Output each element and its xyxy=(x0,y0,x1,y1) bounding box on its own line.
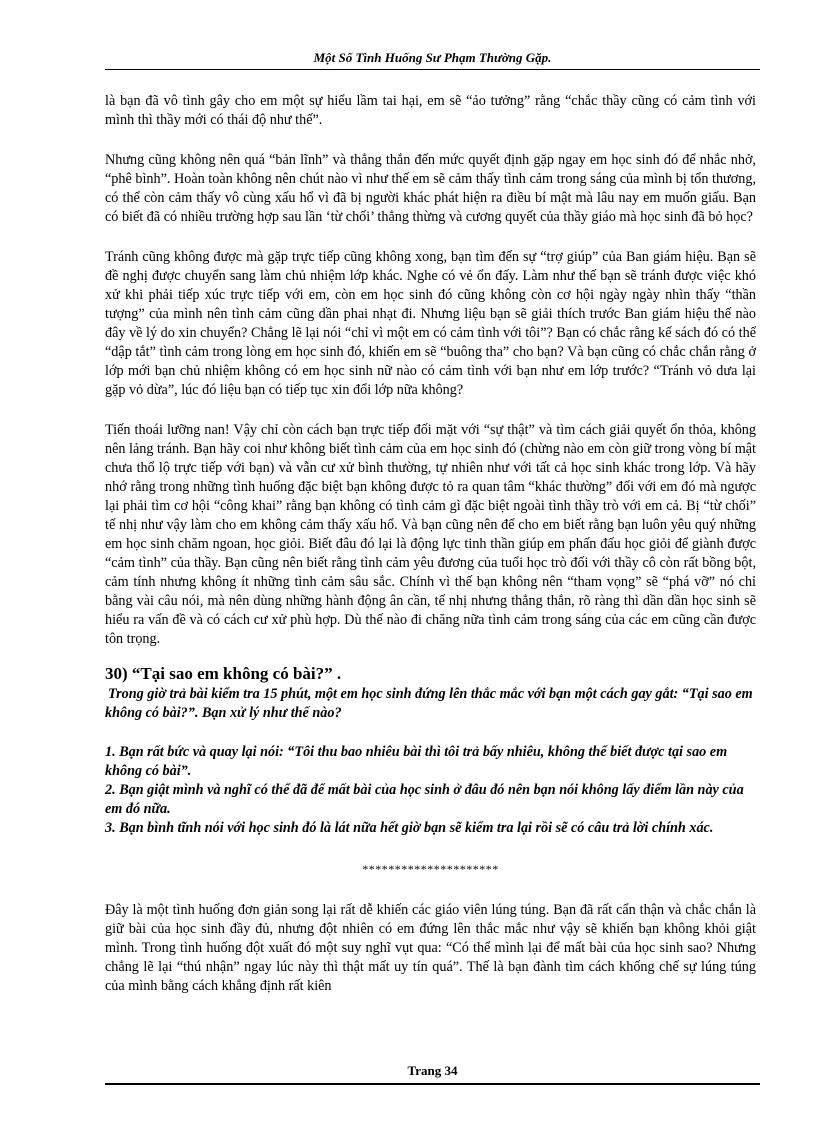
paragraph: Tránh cũng không được mà gặp trực tiếp cũng không xong, bạn tìm đến sự “trợ giúp” của Ban giám hiệu. Bạn sẽ đề nghị được chuyển sang làm chủ nhiệm lớp khác. Nghe có vẻ ổn đấy. Làm như thế bạn sẽ tránh được việc khó xử khi phải tiếp xúc trực tiếp với em, còn em học sinh đó cũng không còn cơ hội ngày ngày nhìn thấy “thần tượng” của mình nên tình cảm cũng dần phai nhạt đi. Nhưng liệu bạn sẽ giải thích trước Ban giám hiệu thế nào đây về lý do xin chuyển? Chẳng lẽ lại nói “chỉ vì một em có cảm tình với tôi”? Bạn có chắc rằng kế sách đó có thể “dập tắt” tình cảm trong lòng em học sinh đó, khiến em sẽ “buông tha” cho bạn? Và bạn cũng có chắc chắn rằng ở lớp mới bạn chủ nhiệm không có em học sinh nữ nào có cảm tình với bạn như em lớp trước? “Tránh vỏ dưa lại gặp vỏ dừa”, lúc đó liệu bạn có tiếp tục xin đổi lớp nữa không? xyxy=(105,249,756,398)
paragraph: Nhưng cũng không nên quá “bản lĩnh” và thẳng thắn đến mức quyết định gặp ngay em học sinh đó để nhắc nhở, “phê bình”. Hoàn toàn không nên chút nào vì như thế em sẽ cảm thấy tình cảm trong sáng của mình bị tổn thương, có thể còn cảm thấy vô cùng xấu hổ vì đã bị người khác phát hiện ra điều bí mật mà lâu nay em muốn giấu. Bạn có biết đã có nhiều trường hợp sau lần ‘từ chối’ thẳng thừng và cương quyết của thầy giáo mà học sinh đã bỏ học? xyxy=(105,152,756,225)
answer-option: 2. Bạn giật mình và nghĩ có thể đã để mất bài của học sinh ở đâu đó nên bạn nói không lấy điểm lần này của em đó nữa. xyxy=(105,782,744,817)
section-separator: ********************* xyxy=(362,862,499,876)
header-rule xyxy=(105,69,760,70)
page-header-title: Một Số Tình Huống Sư Phạm Thường Gặp. xyxy=(313,50,552,65)
footer-rule xyxy=(105,1083,760,1085)
section-heading: 30) “Tại sao em không có bài?” . xyxy=(105,664,342,683)
page-number: Trang 34 xyxy=(407,1063,458,1078)
paragraph: Đây là một tình huống đơn giản song lại rất dễ khiến các giáo viên lúng túng. Bạn đã rất cẩn thận và chắc chắn là giữ bài của học sinh đầy đủ, nhưng đột nhiên có em đứng lên thắc mắc như vậy sẽ khiến bạn không khỏi giật mình. Trong tình huống đột xuất đó một suy nghĩ vụt qua: “Có thể mình lại để mất bài của học sinh sao? Nhưng chẳng lẽ lại “thú nhận” ngay lúc này thì thật mất uy tín quá”. Thế là bạn đành tìm cách khống chế sự lúng túng của mình bằng cách khẳng định rất kiên xyxy=(105,902,756,994)
answer-option: 3. Bạn bình tĩnh nói với học sinh đó là lát nữa hết giờ bạn sẽ kiểm tra lại rồi sẽ có câu trả lời chính xác. xyxy=(105,820,714,836)
page-content xyxy=(105,92,756,996)
answer-option: 1. Bạn rất bức và quay lại nói: “Tôi thu bao nhiêu bài thì tôi trả bấy nhiêu, không thể biết được tại sao em không có bài”. xyxy=(105,744,728,779)
paragraph: là bạn đã vô tình gây cho em một sự hiểu lầm tai hại, em sẽ “ảo tưởng” rằng “chắc thầy cũng có cảm tình với mình thì thầy mới có thái độ như thế”. xyxy=(105,93,756,128)
paragraph: Tiến thoái lưỡng nan! Vậy chỉ còn cách bạn trực tiếp đối mặt với “sự thật” và tìm cách giải quyết ổn thỏa, không nên lảng tránh. Bạn hãy coi như không biết tình cảm của em học sinh đó (chừng nào em còn giữ trong vòng bí mật chưa thổ lộ trực tiếp với bạn) và vẫn cư xử bình thường, tự nhiên như với tất cả học sinh khác trong lớp. Và hãy nhớ rằng trong những tình huống đặc biệt bạn không được tỏ ra quan tâm “khác thường” đối với em đó mà ngược lại phải tìm cơ hội “công khai” rằng bạn không có tình cảm gì đặc biệt ngoài tình thầy trò với em cả. Bị “từ chối” tế nhị như vậy làm cho em không cảm thấy xấu hổ. Và bạn cũng nên để cho em biết rằng bạn luôn yêu quý những em học sinh chăm ngoan, học giỏi. Biết đâu đó lại là động lực tinh thần giúp em phấn đấu học giỏi để giành được “cảm tình” của thầy. Bạn cũng nên biết rằng tình cảm yêu đương của tuổi học trò đối với thầy cô còn rất bồng bột, cảm tính nhưng không ít những tình cảm sâu sắc. Chính vì thế bạn không nên “tham vọng” sẽ “phá vỡ” nó chỉ bằng vài câu nói, mà nên dùng những hành động ân cần, tế nhị nhưng thẳng thắn, rõ ràng thì dần dần học sinh sẽ hiểu ra vấn đề và có cách cư xử phù hợp. Dù thế nào đi chăng nữa tình cảm trong sáng của các em cũng cần được tôn trọng. xyxy=(105,422,756,647)
situation-question: Trong giờ trả bài kiểm tra 15 phút, một em học sinh đứng lên thắc mắc với bạn một cách gay gắt: “Tại sao em không có bài?”. Bạn xử lý như thế nào? xyxy=(105,686,753,721)
